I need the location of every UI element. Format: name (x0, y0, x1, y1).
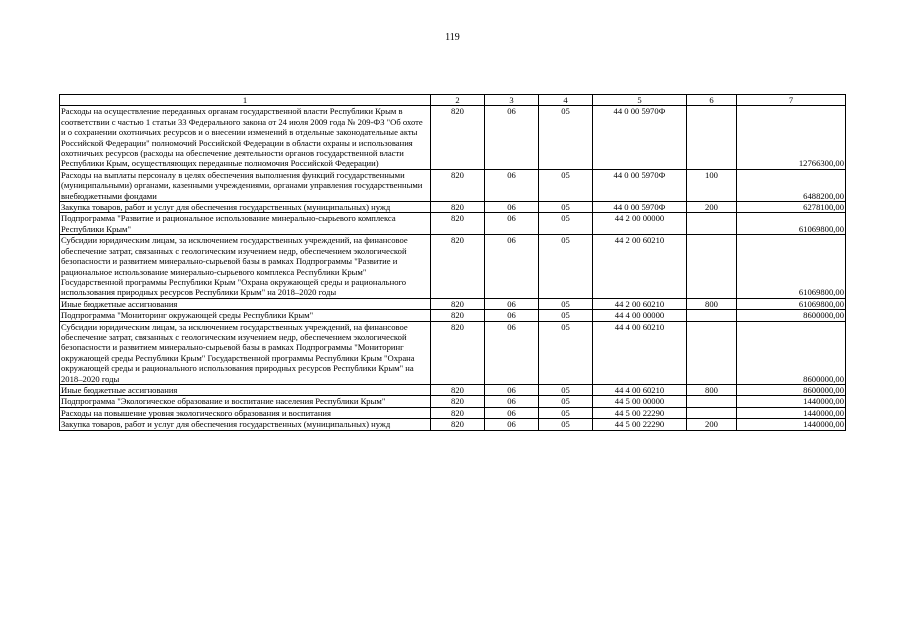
description-cell: Субсидии юридическим лицам, за исключением государственных учреждений, на финансовое обеспечение затрат, связанных с геологическим изучением недр, обеспечением экологической безопасности и развитием минерально-сырьевой базы в рамках Подпрограммы "Мониторинг окружающей среды Республики Крым" Государственной программы Республики Крым "Охрана окружающей среды и рационального использования природных ресурсов Республики Крым" на 2018–2020 годы (60, 321, 431, 384)
section-cell: 06 (485, 298, 539, 309)
expense-type-cell (687, 407, 737, 418)
target-article-cell: 44 2 00 60210 (593, 235, 687, 298)
amount-cell: 1440000,00 (737, 396, 846, 407)
subsection-cell: 05 (539, 169, 593, 201)
amount-cell: 8600000,00 (737, 384, 846, 395)
header-cell: 4 (539, 95, 593, 106)
description-cell: Расходы на повышение уровня экологического образования и воспитания (60, 407, 431, 418)
amount-cell: 61069800,00 (737, 298, 846, 309)
ministry-code-cell: 820 (431, 407, 485, 418)
expense-type-cell (687, 106, 737, 169)
target-article-cell: 44 0 00 5970Ф (593, 202, 687, 213)
header-cell: 6 (687, 95, 737, 106)
page-number: 119 (445, 32, 460, 43)
budget-table (59, 94, 846, 431)
section-cell: 06 (485, 106, 539, 169)
section-cell: 06 (485, 235, 539, 298)
amount-cell: 1440000,00 (737, 419, 846, 430)
table-row (60, 213, 846, 235)
table-row (60, 419, 846, 430)
section-cell: 06 (485, 213, 539, 235)
subsection-cell: 05 (539, 396, 593, 407)
target-article-cell: 44 5 00 22290 (593, 407, 687, 418)
amount-cell: 61069800,00 (737, 213, 846, 235)
header-cell: 1 (60, 95, 431, 106)
ministry-code-cell: 820 (431, 235, 485, 298)
table-row (60, 310, 846, 321)
target-article-cell: 44 4 00 60210 (593, 321, 687, 384)
amount-cell: 8600000,00 (737, 321, 846, 384)
ministry-code-cell: 820 (431, 419, 485, 430)
section-cell: 06 (485, 169, 539, 201)
description-cell: Подпрограмма "Экологическое образование и воспитание населения Республики Крым" (60, 396, 431, 407)
description-cell: Закупка товаров, работ и услуг для обеспечения государственных (муниципальных) нужд (60, 202, 431, 213)
target-article-cell: 44 5 00 22290 (593, 419, 687, 430)
section-cell: 06 (485, 321, 539, 384)
expense-type-cell (687, 321, 737, 384)
amount-cell: 6278100,00 (737, 202, 846, 213)
expense-type-cell: 200 (687, 202, 737, 213)
section-cell: 06 (485, 202, 539, 213)
subsection-cell: 05 (539, 202, 593, 213)
expense-type-cell (687, 213, 737, 235)
amount-cell: 12766300,00 (737, 106, 846, 169)
header-cell: 7 (737, 95, 846, 106)
header-cell: 2 (431, 95, 485, 106)
amount-cell: 1440000,00 (737, 407, 846, 418)
ministry-code-cell: 820 (431, 310, 485, 321)
section-cell: 06 (485, 419, 539, 430)
description-cell: Субсидии юридическим лицам, за исключением государственных учреждений, на финансовое обеспечение затрат, связанных с геологическим изучением недр, обеспечением экологической безопасности и развитием минерально-сырьевой базы в рамках Подпрограммы "Развитие и рациональное использование минерально-сырьевого комплекса Республики Крым" Государственной программы Республики Крым "Охрана окружающей среды и рационального использования природных ресурсов Республики Крым" на 2018–2020 годы (60, 235, 431, 298)
description-cell: Расходы на выплаты персоналу в целях обеспечения выполнения функций государственными (муниципальными) органами, казенными учреждениями, органами управления государственными внебюджетными фондами (60, 169, 431, 201)
header-cell: 5 (593, 95, 687, 106)
expense-type-cell (687, 396, 737, 407)
section-cell: 06 (485, 384, 539, 395)
header-cell: 3 (485, 95, 539, 106)
ministry-code-cell: 820 (431, 298, 485, 309)
description-cell: Закупка товаров, работ и услуг для обеспечения государственных (муниципальных) нужд (60, 419, 431, 430)
subsection-cell: 05 (539, 321, 593, 384)
ministry-code-cell: 820 (431, 169, 485, 201)
table-row (60, 169, 846, 201)
target-article-cell: 44 4 00 60210 (593, 384, 687, 395)
section-cell: 06 (485, 396, 539, 407)
expense-type-cell: 100 (687, 169, 737, 201)
description-cell: Подпрограмма "Развитие и рациональное использование минерально-сырьевого комплекса Республики Крым" (60, 213, 431, 235)
subsection-cell: 05 (539, 310, 593, 321)
expense-type-cell: 200 (687, 419, 737, 430)
ministry-code-cell: 820 (431, 106, 485, 169)
ministry-code-cell: 820 (431, 202, 485, 213)
table-row (60, 106, 846, 169)
description-cell: Иные бюджетные ассигнования (60, 384, 431, 395)
target-article-cell: 44 2 00 00000 (593, 213, 687, 235)
subsection-cell: 05 (539, 235, 593, 298)
table-row (60, 384, 846, 395)
section-cell: 06 (485, 407, 539, 418)
subsection-cell: 05 (539, 384, 593, 395)
subsection-cell: 05 (539, 298, 593, 309)
description-cell: Расходы на осуществление переданных органам государственной власти Республики Крым в соответствии с частью 1 статьи 33 Федерального закона от 24 июля 2009 года № 209-ФЗ "Об охоте и о сохранении охотничьих ресурсов и о внесении изменений в отдельные законодательные акты Российской Федерации" полномочий Российской Федерации в области охраны и использования охотничьих ресурсов (расходы на обеспечение деятельности органов государственной власти Республики Крым, осуществляющих переданные полномочия Российской Федерации) (60, 106, 431, 169)
target-article-cell: 44 4 00 00000 (593, 310, 687, 321)
amount-cell: 61069800,00 (737, 235, 846, 298)
ministry-code-cell: 820 (431, 321, 485, 384)
target-article-cell: 44 0 00 5970Ф (593, 106, 687, 169)
description-cell: Иные бюджетные ассигнования (60, 298, 431, 309)
expense-type-cell (687, 235, 737, 298)
table-row (60, 235, 846, 298)
subsection-cell: 05 (539, 407, 593, 418)
section-cell: 06 (485, 310, 539, 321)
table-row (60, 321, 846, 384)
target-article-cell: 44 0 00 5970Ф (593, 169, 687, 201)
description-cell: Подпрограмма "Мониторинг окружающей среды Республики Крым" (60, 310, 431, 321)
expense-type-cell: 800 (687, 384, 737, 395)
expense-type-cell (687, 310, 737, 321)
target-article-cell: 44 2 00 60210 (593, 298, 687, 309)
table-row (60, 407, 846, 418)
subsection-cell: 05 (539, 213, 593, 235)
table-row (60, 202, 846, 213)
table-row (60, 298, 846, 309)
target-article-cell: 44 5 00 00000 (593, 396, 687, 407)
table-header-row (60, 95, 846, 106)
amount-cell: 8600000,00 (737, 310, 846, 321)
ministry-code-cell: 820 (431, 396, 485, 407)
expense-type-cell: 800 (687, 298, 737, 309)
ministry-code-cell: 820 (431, 384, 485, 395)
subsection-cell: 05 (539, 106, 593, 169)
amount-cell: 6488200,00 (737, 169, 846, 201)
subsection-cell: 05 (539, 419, 593, 430)
table-row (60, 396, 846, 407)
ministry-code-cell: 820 (431, 213, 485, 235)
